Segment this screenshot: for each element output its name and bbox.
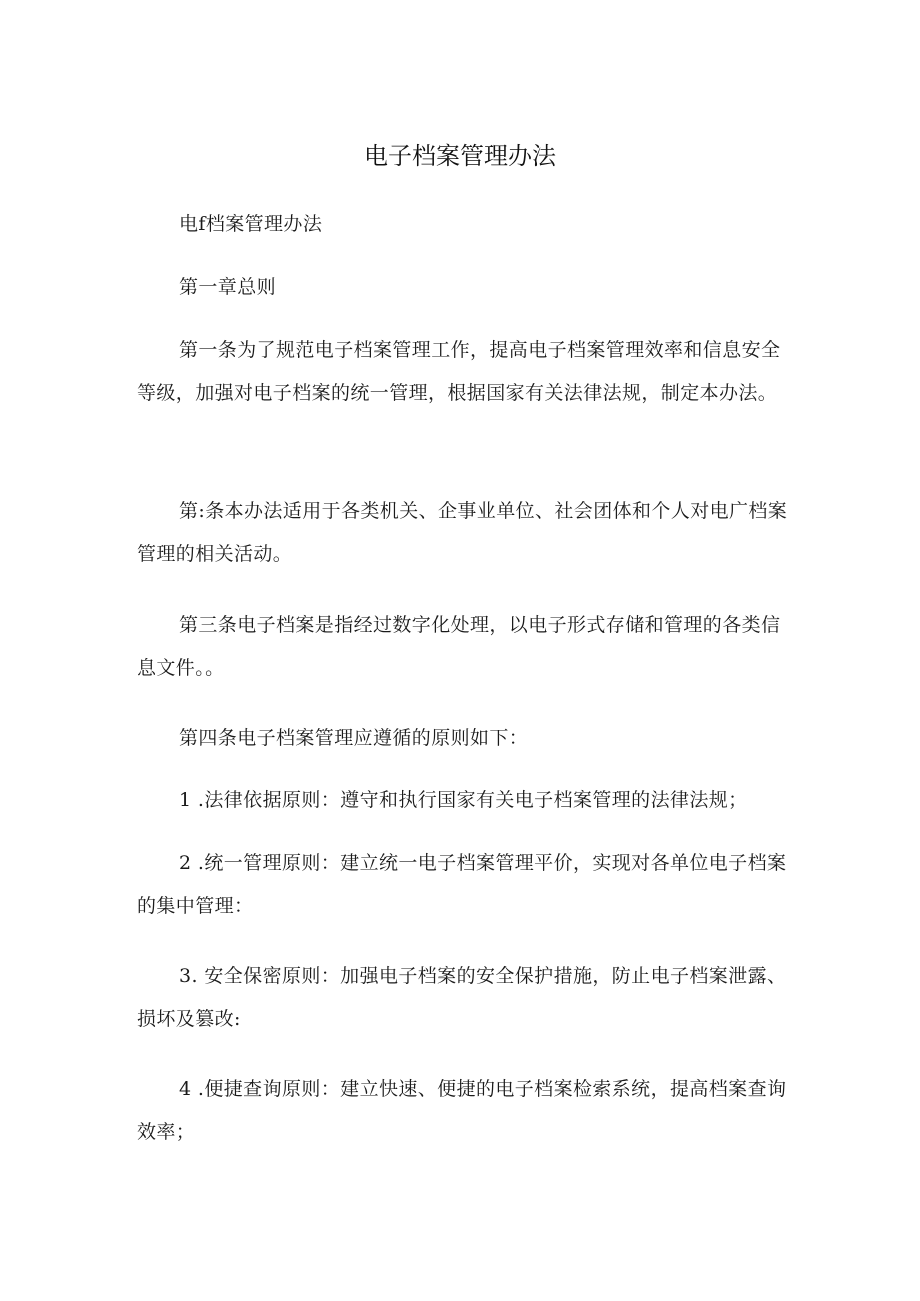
paragraph-article-1: 第一条为了规范电子档案管理工作，提高电子档案管理效率和信息安全等级，加强对电子档案的统一管理，根据国家有关法律法规，制定本办法。 [137, 339, 781, 404]
paragraph-article-2: 第:条本办法适用于各类机关、企事业单位、社会团体和个人对电广档案管理的相关活动。 [137, 500, 788, 565]
paragraph-principle-1: 1 .法律依据原则：遵守和执行国家有关电子档案管理的法律法规； [179, 789, 748, 811]
paragraph-principle-4: 4 .便捷查询原则：建立快速、便捷的电子档案检索系统，提高档案查询效率； [137, 1078, 787, 1143]
paragraph-subtitle: 电f档案管理办法 [179, 213, 323, 235]
paragraph-chapter-heading: 第一章总则 [179, 276, 277, 298]
document-title: 电子档案管理办法 [364, 142, 556, 170]
paragraph-article-3: 第三条电子档案是指经过数字化处理，以电子形式存储和管理的各类信息文件。。 [137, 614, 781, 679]
paragraph-principle-3: 3. 安全保密原则：加强电子档案的安全保护措施，防止电子档案泄露、损坏及篡改: [137, 965, 787, 1030]
paragraph-principle-2: 2 .统一管理原则：建立统一电子档案管理平价，实现对各单位电子档案的集中管理： [137, 852, 787, 917]
paragraph-article-4: 第四条电子档案管理应遵循的原则如下： [179, 727, 529, 749]
